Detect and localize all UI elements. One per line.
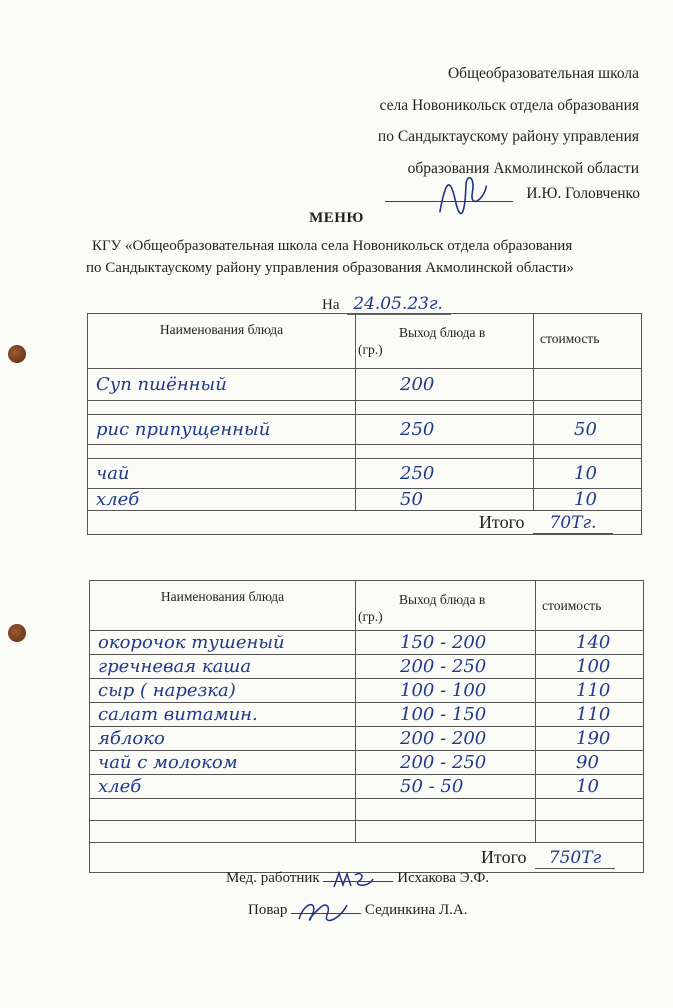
dish-output: 150 - 200 [356,631,536,655]
table-row [90,727,644,751]
dish-cost: 110 [536,679,644,703]
dish-output: 200 - 250 [356,655,536,679]
cook-row [248,902,467,919]
dish-output: 50 [356,489,534,511]
header-output: Выход блюда в (гр.) [356,581,536,631]
table-header-row [90,581,644,631]
med-signature [323,881,393,882]
dish-cost: 10 [536,775,644,799]
dish-output: 200 - 250 [356,751,536,775]
dish-name: рис припущенный [88,415,356,445]
dish-name: чай с молоком [90,751,356,775]
table-row [90,799,644,821]
dish-cost: 50 [534,415,642,445]
dish-cost: 90 [536,751,644,775]
dish-name [90,821,356,843]
table-row [90,775,644,799]
cook-signature [291,913,361,914]
org-line: по Сандыктаускому району управления образования Акмолинской области» [86,260,574,276]
table-row [88,459,642,489]
header-cost: стоимость [536,581,644,631]
dish-output: 250 [356,459,534,489]
dish-cost: 190 [536,727,644,751]
dish-name: чай [88,459,356,489]
dish-cost: 110 [536,703,644,727]
total-cell [90,843,644,873]
dish-output [356,799,536,821]
dish-name: яблоко [90,727,356,751]
dish-cost [536,821,644,843]
dish-output: 200 [356,369,534,401]
dish-name: хлеб [90,775,356,799]
dish-name: хлеб [88,489,356,511]
dish-cost: 100 [536,655,644,679]
total-value: 70Тг. [533,513,613,534]
dish-name [88,445,356,459]
dish-output: 250 [356,415,534,445]
table-row [90,751,644,775]
dish-output: 100 - 150 [356,703,536,727]
cook-name: Сединкина Л.А. [364,902,468,918]
dish-cost [536,799,644,821]
dish-name: сыр ( нарезка) [90,679,356,703]
med-worker-row [226,870,489,887]
table-row [88,445,642,459]
page-title: МЕНЮ [309,210,364,226]
total-cell [88,511,642,535]
header-output: Выход блюда в (гр.) [356,314,534,369]
approval-block [378,58,639,184]
menu-table-2 [89,580,644,873]
med-label: Мед. работник [226,870,320,886]
dish-name [90,799,356,821]
dish-output: 200 - 200 [356,727,536,751]
dish-output [356,401,534,415]
header-name: Наименования блюда [90,581,356,631]
dish-name: окорочок тушеный [90,631,356,655]
header-cost: стоимость [534,314,642,369]
total-label: Итого [478,511,525,532]
approval-line: по Сандыктаускому району управления [377,128,639,145]
dish-output [356,445,534,459]
dish-cost: 10 [534,489,642,511]
punch-hole [8,624,26,642]
dish-output [356,821,536,843]
dish-cost [534,401,642,415]
dish-name: гречневая каша [90,655,356,679]
date-value: 24.05.23г. [347,294,451,315]
total-value: 750Тг [535,848,615,869]
med-name: Исхакова Э.Ф. [397,870,490,886]
org-line: КГУ «Общеобразовательная школа села Новоникольск отдела образования [92,238,573,254]
date-label: На [322,297,340,313]
total-label: Итого [480,846,527,867]
approval-line: Общеобразовательная школа [447,65,639,82]
cook-label: Повар [248,902,288,918]
table-row [90,679,644,703]
table-header-row [88,314,642,369]
table-row [90,821,644,843]
organization-name [86,235,652,279]
date-row [322,294,451,314]
approval-line: образования Акмолинской области [407,159,639,177]
dish-name: Суп пшённый [88,369,356,401]
table-row [90,631,644,655]
dish-output: 50 - 50 [356,775,536,799]
dish-cost [534,369,642,401]
table-row [90,703,644,727]
dish-cost: 140 [536,631,644,655]
table-row [88,401,642,415]
header-name: Наименования блюда [88,314,356,369]
table-total-row [88,511,642,535]
signer-name: И.Ю. Головченко [526,185,640,202]
menu-table-1 [87,313,642,535]
table-row [90,655,644,679]
dish-cost: 10 [534,459,642,489]
table-row [88,489,642,511]
dish-name [88,401,356,415]
dish-output: 100 - 100 [356,679,536,703]
table-row [88,369,642,401]
dish-cost [534,445,642,459]
approval-line: села Новоникольск отдела образования [379,96,639,114]
dish-name: салат витамин. [90,703,356,727]
table-row [88,415,642,445]
punch-hole [8,345,26,363]
table-total-row [90,843,644,873]
